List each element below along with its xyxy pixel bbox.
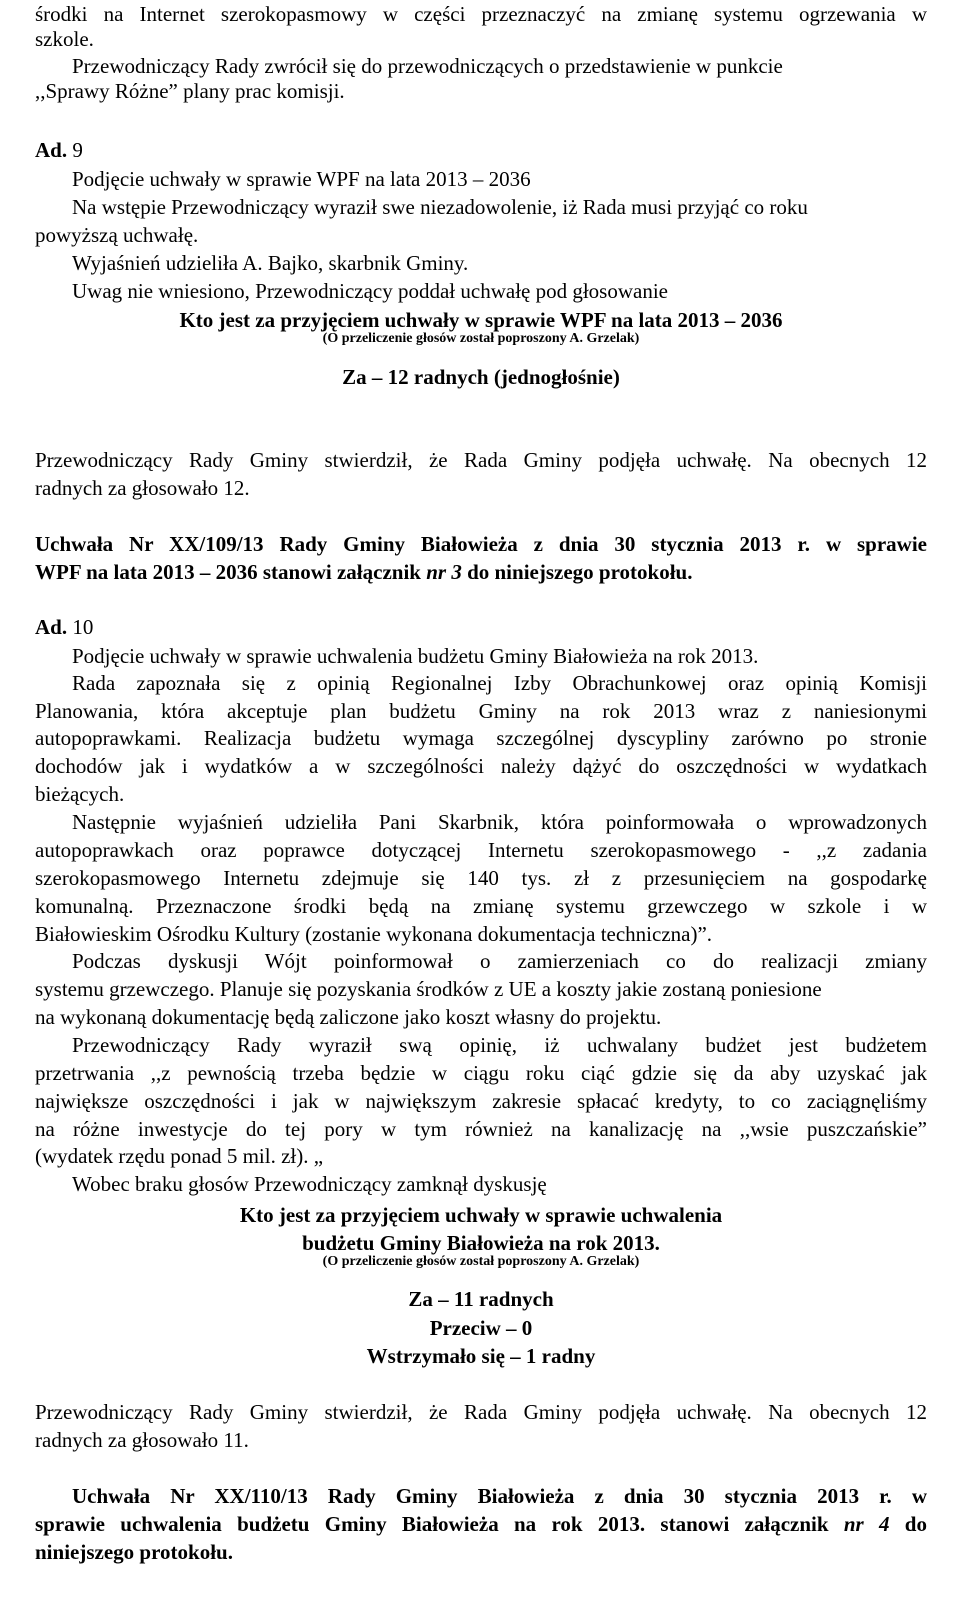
paragraph-line: dochodów jak i wydatków a w szczególności należy dążyć do oszczędności w wydatkach xyxy=(35,754,927,778)
paragraph-line: autopoprawkach oraz poprawce dotyczącej Internetu szerokopasmowego - ,,z zadania xyxy=(35,838,927,862)
agenda-item-title: Podjęcie uchwały w sprawie uchwalenia budżetu Gminy Białowieża na rok 2013. xyxy=(72,644,759,668)
resolution-line: Uchwała Nr XX/110/13 Rady Gminy Białowieża z dnia 30 stycznia 2013 r. w xyxy=(72,1484,927,1508)
vote-result: Za – 12 radnych (jednogłośnie) xyxy=(342,365,620,389)
vote-note: (O przeliczenie głosów został poproszony A. Grzelak) xyxy=(322,331,640,346)
paragraph-line: Przewodniczący Rady zwrócił się do przewodniczących o przedstawienie w punkcie xyxy=(72,54,783,78)
paragraph-line: Przewodniczący Rady wyraził swą opinię, iż uchwalany budżet jest budżetem xyxy=(72,1033,927,1057)
paragraph-line: szkole. xyxy=(35,27,94,51)
paragraph-line: Podczas dyskusji Wójt poinformował o zamierzeniach co do realizacji zmiany xyxy=(72,949,927,973)
resolution-line: sprawie uchwalenia budżetu Gminy Białowieża na rok 2013. stanowi załącznik nr 4 do xyxy=(35,1512,927,1536)
paragraph-line: przetrwania ,,z pewnością trzeba będzie w ciągu roku ciąć gdzie się da aby uzyskać jak xyxy=(35,1061,927,1085)
agenda-item-heading xyxy=(35,136,83,164)
agenda-item-label: Ad. xyxy=(35,615,68,639)
vote-title: budżetu Gminy Białowieża na rok 2013. xyxy=(302,1231,660,1255)
attachment-number: nr 4 xyxy=(843,1512,890,1536)
paragraph-line: Wyjaśnień udzieliła A. Bajko, skarbnik Gminy. xyxy=(72,251,469,275)
paragraph-line: szerokopasmowego Internetu zdejmuje się 140 tys. zł z przesunięciem na gospodarkę xyxy=(35,866,927,890)
paragraph-line: Białowieskim Ośrodku Kultury (zostanie wykonana dokumentacja techniczna)”. xyxy=(35,922,713,946)
agenda-item-label: Ad. xyxy=(35,138,68,162)
paragraph-line: Wobec braku głosów Przewodniczący zamknął dyskusję xyxy=(72,1172,547,1196)
paragraph-line: (wydatek rzędu ponad 5 mil. zł). „ xyxy=(35,1144,324,1168)
paragraph-line: na różne inwestycje do tej pory w tym również na kanalizację na ,,wsie puszczańskie” xyxy=(35,1117,927,1141)
vote-title: Kto jest za przyjęciem uchwały w sprawie uchwalenia xyxy=(239,1203,723,1227)
resolution-line: WPF na lata 2013 – 2036 stanowi załącznik nr 3 do niniejszego protokołu. xyxy=(35,560,693,584)
vote-title: Kto jest za przyjęciem uchwały w sprawie WPF na lata 2013 – 2036 xyxy=(179,308,783,332)
paragraph-line: Rada zapoznała się z opinią Regionalnej Izby Obrachunkowej oraz opinią Komisji xyxy=(72,671,927,695)
paragraph-line: Następnie wyjaśnień udzieliła Pani Skarbnik, która poinformowała o wprowadzonych xyxy=(72,810,927,834)
paragraph-line: powyższą uchwałę. xyxy=(35,223,199,247)
paragraph-line: Planowania, która akceptuje plan budżetu Gminy na rok 2013 wraz z naniesionymi xyxy=(35,699,927,723)
paragraph-line: radnych za głosowało 11. xyxy=(35,1428,249,1452)
vote-result-against: Przeciw – 0 xyxy=(429,1316,533,1340)
vote-result-for: Za – 11 radnych xyxy=(408,1287,554,1311)
paragraph-line: komunalną. Przeznaczone środki będą na zmianę systemu grzewczego w szkole i w xyxy=(35,894,927,918)
vote-result-abstain: Wstrzymało się – 1 radny xyxy=(366,1344,596,1368)
paragraph-line: ,,Sprawy Różne” plany prac komisji. xyxy=(35,79,345,103)
agenda-item-number: 10 xyxy=(72,615,94,639)
paragraph-line: na wykonaną dokumentację będą zaliczone jako koszt własny do projektu. xyxy=(35,1005,662,1029)
paragraph-line: Na wstępie Przewodniczący wyraził swe niezadowolenie, iż Rada musi przyjąć co roku xyxy=(72,195,808,219)
paragraph-line: systemu grzewczego. Planuje się pozyskania środków z UE a koszty jakie zostaną poniesione xyxy=(35,977,822,1001)
paragraph-line: Przewodniczący Rady Gminy stwierdził, że Rada Gminy podjęła uchwałę. Na obecnych 12 xyxy=(35,1400,927,1424)
agenda-item-heading xyxy=(35,613,93,641)
paragraph-line: Przewodniczący Rady Gminy stwierdził, że Rada Gminy podjęła uchwałę. Na obecnych 12 xyxy=(35,448,927,472)
paragraph-line: autopoprawkami. Realizacja budżetu wymaga szczególnej dyscypliny zarówno po stronie xyxy=(35,726,927,750)
agenda-item-number: 9 xyxy=(72,138,83,162)
paragraph-line: bieżących. xyxy=(35,782,125,806)
paragraph-line: największe oszczędności i jak w największym zakresie spłacać kredyty, to co zaciągnęliśmy xyxy=(35,1089,927,1113)
vote-note: (O przeliczenie głosów został poproszony A. Grzelak) xyxy=(322,1254,640,1269)
paragraph-line: radnych za głosowało 12. xyxy=(35,476,250,500)
paragraph-line: środki na Internet szerokopasmowy w części przeznaczyć na zmianę systemu ogrzewania w xyxy=(35,2,927,26)
agenda-item-title: Podjęcie uchwały w sprawie WPF na lata 2013 – 2036 xyxy=(72,167,531,191)
resolution-line: niniejszego protokołu. xyxy=(35,1540,233,1564)
paragraph-line: Uwag nie wniesiono, Przewodniczący poddał uchwałę pod głosowanie xyxy=(72,279,668,303)
resolution-line: Uchwała Nr XX/109/13 Rady Gminy Białowieża z dnia 30 stycznia 2013 r. w sprawie xyxy=(35,532,927,556)
attachment-number: nr 3 xyxy=(426,560,462,584)
